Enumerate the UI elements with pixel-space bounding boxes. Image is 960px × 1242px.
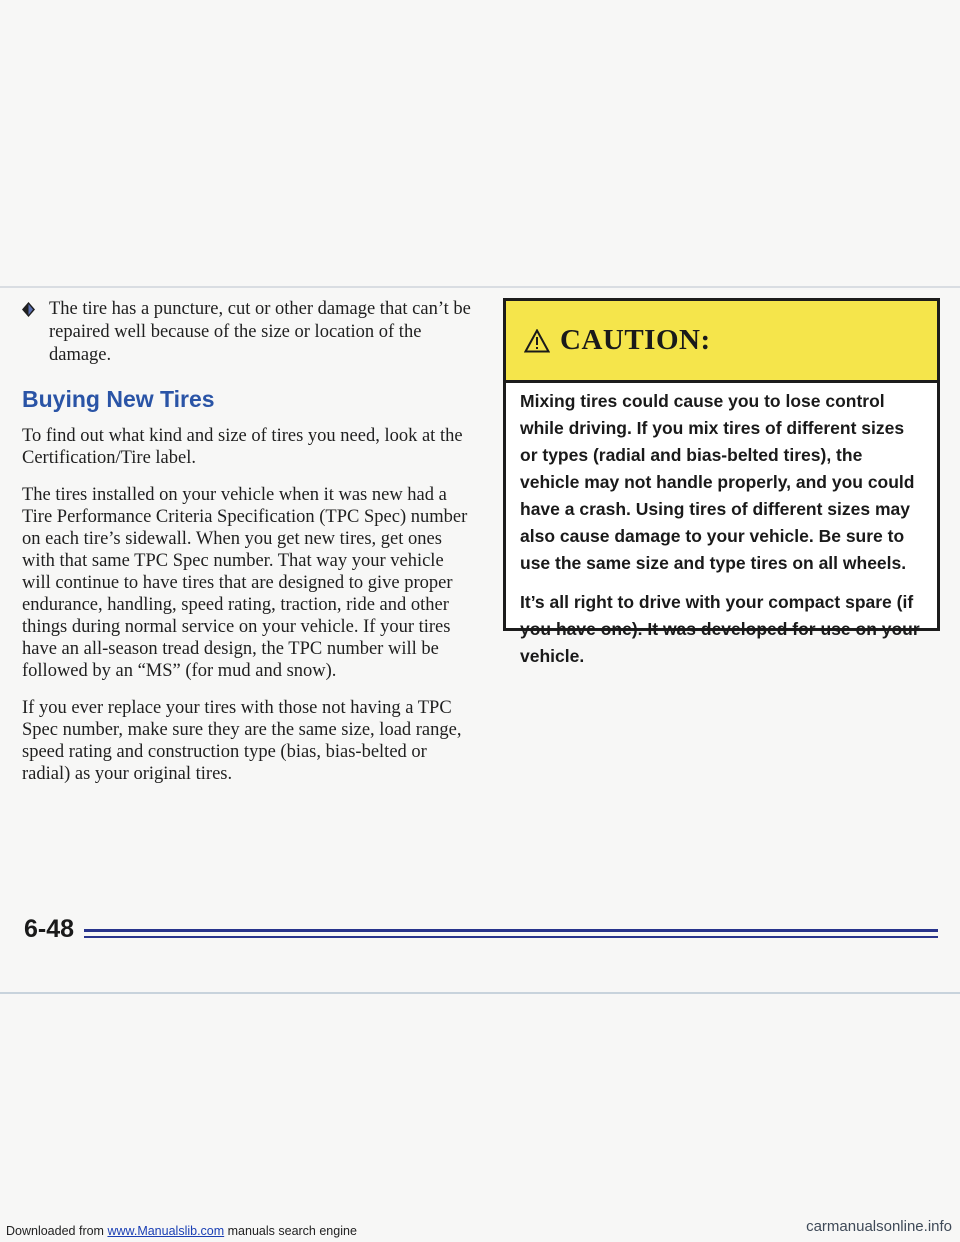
left-column — [22, 298, 474, 800]
bullet-item — [22, 298, 474, 367]
caution-body — [506, 383, 937, 670]
download-footer — [6, 1224, 357, 1238]
watermark-text: carmanualsonline.info — [806, 1218, 952, 1235]
paragraph-3: If you ever replace your tires with those not having a TPC Spec number, make sure they are the same size, load range, speed rating and construction type (bias, bias-belted or radial) as your original tires. — [22, 698, 462, 784]
page-number: 6-48 — [24, 915, 75, 943]
footer-prefix: Downloaded from — [6, 1224, 108, 1238]
top-divider — [0, 286, 960, 288]
paragraph-1: To find out what kind and size of tires you need, look at the Certification/Tire label. — [22, 426, 463, 468]
caution-header — [506, 301, 937, 383]
footer-rule — [84, 929, 938, 932]
footer-suffix: manuals search engine — [224, 1224, 357, 1238]
caution-paragraph-1: Mixing tires could cause you to lose control while driving. If you mix tires of different sizes or types (radial and bias-belted tires), the vehicle may not handle properly, and you could have a crash. Using tires of different sizes may also cause damage to your vehicle. Be sure to use the same size and type tires on all wheels. — [520, 391, 915, 573]
bullet-text: The tire has a puncture, cut or other damage that can’t be repaired well because of the size or location of the damage. — [49, 299, 471, 365]
section-heading: Buying New Tires — [22, 386, 215, 412]
diamond-bullet-icon — [22, 302, 35, 317]
scan-divider — [0, 992, 960, 994]
caution-paragraph-2: It’s all right to drive with your compact spare (if you have one). It was developed for use on your vehicle. — [520, 592, 920, 666]
caution-box — [503, 298, 940, 666]
footer-rule-secondary — [84, 936, 938, 938]
caution-title: CAUTION: — [560, 324, 711, 356]
manualslib-link[interactable]: www.Manualslib.com — [107, 1224, 225, 1238]
warning-triangle-icon — [524, 329, 550, 353]
paragraph-2: The tires installed on your vehicle when it was new had a Tire Performance Criteria Specification (TPC Spec) number on each tire’s sidewall. When you get new tires, get ones with that same TPC Spec number. That way your vehicle will continue to have tires that are designed to give proper endurance, handling, speed rating, traction, ride and other things during normal service on your vehicle. If your tires have an all-season tread design, the TPC number will be followed by an “MS” (for mud and snow). — [22, 485, 468, 681]
